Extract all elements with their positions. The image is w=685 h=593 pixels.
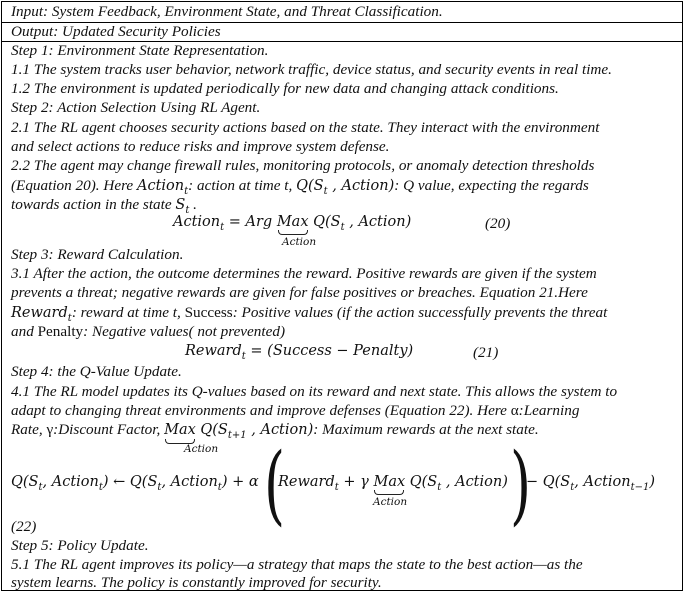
input-row [2, 2, 682, 23]
step4-1b: adapt to changing threat environments and improve defenses (Equation 22). Here α:Learning [11, 402, 580, 419]
eq20-number: (20) [485, 215, 511, 232]
step3-1a: 3.1 After the action, the outcome determines the reward. Positive rewards are given if the system [11, 265, 597, 282]
equation-22-inner: Reward$_t$ + γ Max $Q(S_t$ , Action) [278, 474, 508, 493]
step4-1c: Rate, γ:Discount Factor, Max $Q(S_{t+1}$ , Action): Maximum rewards at the next state. [11, 421, 539, 445]
equation-22-tail: − $Q(S_t$, Action$_{t-1}$) [526, 474, 656, 493]
step3-1c: Reward$_t$: reward at time t, Success: Positive values (if the action successfully prevents the threat [11, 304, 608, 324]
alpha-under-label: Action [184, 443, 219, 455]
step1-2: 1.2 The environment is updated periodically for new data and changing attack conditions. [11, 80, 559, 97]
max-operator: Max [277, 214, 309, 235]
step5-1a: 5.1 The RL agent improves its policy—a strategy that maps the state to the best action—as the [11, 556, 583, 573]
output-row [2, 23, 682, 42]
eq22-number: (22) [11, 518, 37, 535]
step2-heading: Step 2: Action Selection Using RL Agent. [11, 99, 261, 116]
output-text: Output: Updated Security Policies [11, 23, 221, 40]
step3-heading: Step 3: Reward Calculation. [11, 246, 184, 263]
step2-2a: 2.2 The agent may change firewall rules, monitoring protocols, or anomaly detection thresholds [11, 157, 595, 174]
step3-1b: prevents a threat; negative rewards are given for false positives or breaches. Equation 21.Here [11, 284, 588, 301]
step3-1d: and Penalty: Negative values( not prevented) [11, 323, 285, 340]
input-text: Input: System Feedback, Environment State, and Threat Classification. [11, 3, 443, 20]
step4-1a: 4.1 The RL model updates its Q-values based on its reward and next state. This allows the system to [11, 383, 618, 400]
step2-2c: towards action in the state $S_t$ . [11, 196, 197, 216]
step1-heading: Step 1: Environment State Representation. [11, 42, 269, 59]
eq22-under-label: Action [373, 496, 408, 508]
step5-1b: system learns. The policy is constantly improved for security. [11, 574, 382, 591]
step1-1: 1.1 The system tracks user behavior, network traffic, device status, and security events in real time. [11, 61, 612, 78]
step2-1a: 2.1 The RL agent chooses security actions based on the state. They interact with the environment [11, 119, 600, 136]
left-paren: ( [264, 434, 286, 535]
equation-22: $Q(S_t$, Action$_t$) ← $Q(S_t$, Action$_t$) + α [11, 474, 259, 493]
equation-20: Action$_t$ = Arg Max $Q(S_t$ , Action) [173, 214, 412, 233]
equation-21: Reward$_t$ = (Success − Penalty) [185, 343, 414, 362]
eq21-number: (21) [473, 344, 499, 361]
algorithm-box [1, 1, 683, 591]
step2-2b: (Equation 20). Here Action$_t$: action at time t, $Q(S_t$ , Action): Q value, expecting the regards [11, 177, 589, 197]
step4-heading: Step 4: the Q-Value Update. [11, 363, 182, 380]
step5-heading: Step 5: Policy Update. [11, 537, 149, 554]
eq20-under-label: Action [282, 236, 317, 248]
step2-1b: and select actions to reduce risks and improve system defense. [11, 138, 390, 155]
right-paren: ) [510, 434, 532, 535]
